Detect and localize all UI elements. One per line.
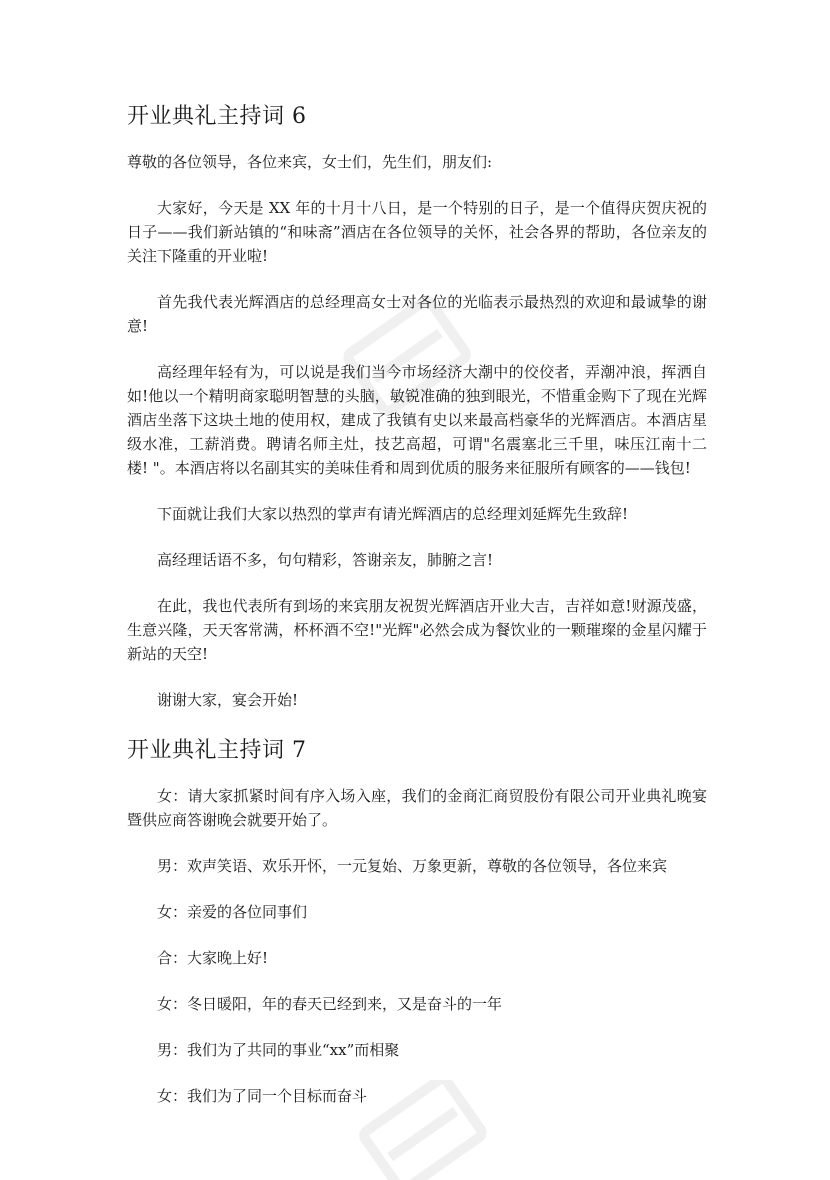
paragraph: 大家好，今天是 XX 年的十月十八日，是一个特别的日子，是一个值得庆贺庆祝的日子——我们新站镇的“和味斋”酒店在各位领导的关怀，社会各界的帮助，各位亲友的关注下隆重的开业啦! <box>127 199 707 265</box>
dialogue-line: 男：欢声笑语、欢乐开怀，一元复始、万象更新，尊敬的各位领导，各位来宾 <box>157 857 668 875</box>
paragraph: 高经理年轻有为，可以说是我们当今市场经济大潮中的佼佼者，弄潮冲浪，挥洒自如!他以一个精明商家聪明智慧的头脑，敏锐准确的独到眼光，不惜重金购下了现在光辉酒店坐落下这块土地的使用权，建成了我镇有史以来最高档豪华的光辉酒店。本酒店星级水准，工薪消费。聘请名师主灶，技艺高超，可谓"名震塞北三千里，味压江南十二楼! "。本酒店将以名副其实的美味佳肴和周到优质的服务来征服所有顾客的——钱包! <box>127 363 707 477</box>
section-title-7: 开业典礼主持词 7 <box>127 738 307 763</box>
dialogue-line: 女：请大家抓紧时间有序入场入座，我们的金商汇商贸股份有限公司开业典礼晚宴暨供应商答谢晚会就要开始了。 <box>127 787 707 829</box>
paragraph: 谢谢大家，宴会开始! <box>157 691 299 709</box>
dialogue-line: 女：冬日暖阳，年的春天已经到来，又是奋斗的一年 <box>157 995 503 1013</box>
section-title-6: 开业典礼主持词 6 <box>127 104 307 129</box>
paragraph: 高经理话语不多，句句精彩，答谢亲友，肺腑之言! <box>157 551 494 569</box>
paragraph: 首先我代表光辉酒店的总经理高女士对各位的光临表示最热烈的欢迎和最诚挚的谢意! <box>127 293 707 335</box>
document-body <box>127 100 707 1108</box>
dialogue-line: 合：大家晚上好! <box>157 949 269 967</box>
dialogue-line: 女：亲爱的各位同事们 <box>157 903 308 921</box>
dialogue-line: 男：我们为了共同的事业“xx”而相聚 <box>157 1041 400 1059</box>
paragraph: 在此，我也代表所有到场的来宾朋友祝贺光辉酒店开业大吉，吉祥如意!财源茂盛，生意兴隆，天天客常满，杯杯酒不空!"光辉"必然会成为餐饮业的一颗璀璨的金星闪耀于新站的天空! <box>127 597 707 663</box>
paragraph: 下面就让我们大家以热烈的掌声有请光辉酒店的总经理刘延辉先生致辞! <box>157 505 629 523</box>
dialogue-line: 女：我们为了同一个目标而奋斗 <box>157 1087 368 1105</box>
greeting-paragraph: 尊敬的各位领导，各位来宾，女士们，先生们，朋友们: <box>127 153 493 171</box>
